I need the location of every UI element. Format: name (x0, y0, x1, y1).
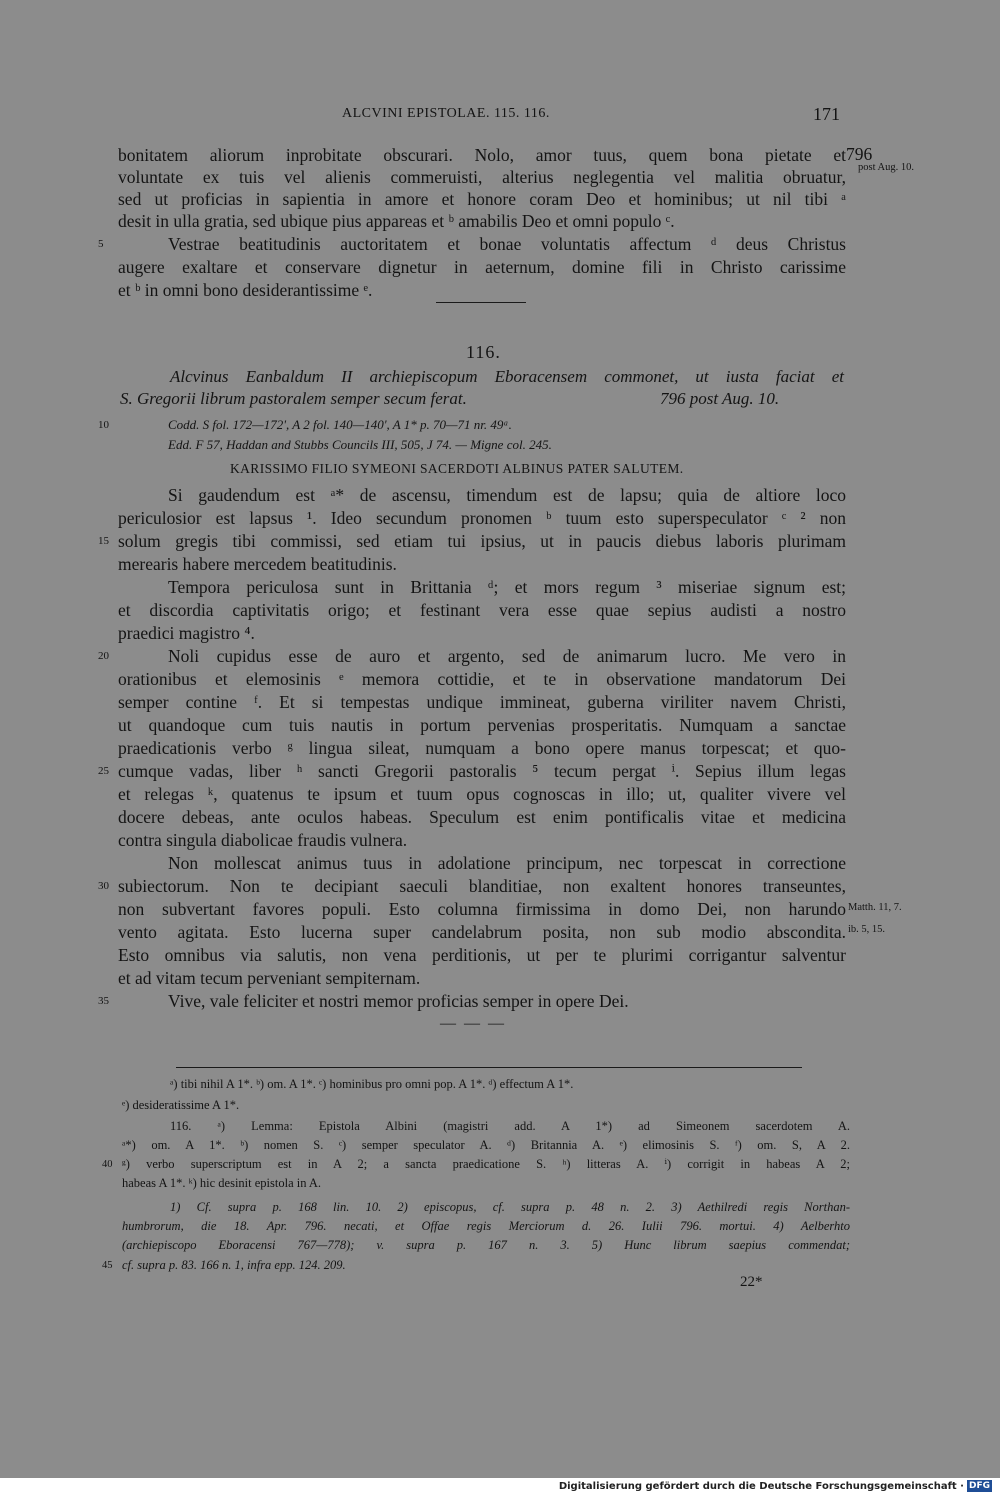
footnote-line: 116. ᵃ) Lemma: Epistola Albini (magistri add. A 1*) ad Simeonem sacerdotem A. (170, 1119, 850, 1133)
codices-list: Codd. S fol. 172—172', A 2 fol. 140—140', A 1* p. 70—71 nr. 49ᵃ. (168, 417, 512, 432)
text-line: 30 subiectorum. Non te decipiant saeculi blanditiae, non exaltent honores transeuntes, (98, 876, 846, 896)
text-line: bonitatem aliorum inprobitate obscurari. Nolo, amor tuus, quem bona pietate et (118, 145, 846, 165)
note-line: 1) Cf. supra p. 168 lin. 10. 2) episcopus, cf. supra p. 48 n. 2. 3) Aethilredi regis Northan- (170, 1200, 850, 1214)
margin-date: post Aug. 10. (858, 162, 915, 173)
text-line: 20 Noli cupidus esse de auro et argento, sed de animarum lucro. Me vero in (98, 646, 846, 666)
text-line: 5 Vestrae beatitudinis auctoritatem et bonae voluntatis affectum ᵈ deus Christus (98, 234, 846, 254)
text-line: Esto omnibus via salutis, non vena perditionis, ut per te plurimi corrigantur salventur (118, 945, 846, 965)
footnote-line: habeas A 1*. ᵏ) hic desinit epistola in A. (122, 1176, 322, 1190)
footnote-rule (176, 1067, 802, 1068)
text-line: contra singula diabolicae fraudis vulnera. (118, 830, 408, 850)
text-line: augere exaltare et conservare dignetur in aeternum, domine fili in Christo carissime (118, 257, 846, 277)
letter-date: 796 post Aug. 10. (660, 389, 780, 408)
footnote-line: ᵍ) verbo superscriptum est in A 2; a sancta praedicatione S. ʰ) litteras A. ⁱ) corrigit in habeas A 2; (122, 1157, 850, 1171)
text-line: merearis habere mercedem beatitudinis. (118, 554, 397, 574)
note-line: (archiepiscopo Eboracensi 767—778); v. supra p. 167 n. 3. 5) Hunc librum saepius commendat; (122, 1238, 850, 1252)
text-line: 25 cumque vadas, liber ʰ sancti Gregorii pastoralis ⁵ tecum pergat ⁱ. Sepius illum legas (98, 761, 846, 781)
editions-list: Edd. F 57, Haddan and Stubbs Councils III, 505, J 74. — Migne col. 245. (168, 437, 552, 452)
text-line: vento agitata. Esto lucerna super candelabrum posita, non sub modio abscondita. (118, 922, 846, 942)
text-line: ut quandoque cum tuis nautis in portum pervenias prosperitatis. Numquam a sanctae (118, 715, 846, 735)
letter-number: 116. (466, 342, 501, 362)
letter-summary-cont: S. Gregorii librum pastoralem semper secum ferat. (120, 389, 467, 408)
dfg-logo: DFG (968, 1481, 990, 1491)
footnote-line: ᵃ) tibi nihil A 1*. ᵇ) om. A 1*. ᶜ) hominibus pro omni pop. A 1*. ᵈ) effectum A 1*. (170, 1077, 574, 1091)
margin-ref-matthew: Matth. 11, 7. (848, 902, 902, 913)
line-number: 45 (102, 1260, 113, 1271)
note-line: humbrorum, die 18. Apr. 796. necati, et Offae regis Merciorum d. 26. Iulii 796. mortui. 4) Aelberhto (122, 1219, 850, 1233)
text-line: sed ut proficias in sapientia in amore et honore coram Deo et hominibus; ut nil tibi ᵃ (118, 189, 846, 209)
line-number: 40 (102, 1159, 113, 1170)
text-line: 15 solum gregis tibi commissi, sed etiam tui ipsius, ut in paucis diebus laboris plurimam (98, 531, 846, 551)
text-line: docere debeas, ante oculos habeas. Speculum est enim pontificalis vitae et medicina (118, 807, 846, 827)
text-line: 10 (98, 419, 109, 431)
text-line: et relegas ᵏ, quatenus te ipsum et tuum opus cognoscas in illo; ut, qualiter vivere vel (118, 784, 846, 804)
text-line: non subvertant favores populi. Esto columna firmissima in domo Dei, non harundo (118, 899, 846, 919)
page-number: 171 (813, 104, 840, 124)
end-marks: — — — (440, 1015, 506, 1032)
footnote-line: ᵉ) desideratissime A 1*. (122, 1098, 240, 1112)
text-line: voluntate ex tuis vel alienis commeruisti, alterius neglegentia vel malitia obruatur, (118, 167, 846, 187)
running-title: ALCVINI EPISTOLAE. 115. 116. (342, 106, 550, 121)
text-line: desit in ulla gratia, sed ubique pius appareas et ᵇ amabilis Deo et omni populo ᶜ. (118, 211, 675, 231)
text-line: praedici magistro ⁴. (118, 623, 255, 643)
footnote-line: ᵃ*) om. A 1*. ᵇ) nomen S. ᶜ) semper speculator A. ᵈ) Britannia A. ᵉ) elimosinis S. ᶠ) om. S, A 2. (122, 1138, 850, 1152)
text-line: semper contine ᶠ. Et si tempestas undique immineat, guberna viriliter navem Christi, (118, 692, 846, 712)
margin-year: 796 (846, 144, 873, 164)
margin-ref-ib: ib. 5, 15. (848, 924, 886, 935)
text-line: 35 Vive, vale feliciter et nostri memor proficias semper in opere Dei. (98, 991, 629, 1011)
signature-mark: 22* (740, 1274, 763, 1290)
text-line: et ad vitam tecum perveniant sempiternam. (118, 968, 421, 988)
letter-end-rule (436, 302, 526, 303)
letter-summary: Alcvinus Eanbaldum II archiepiscopum Eboracensem commonet, ut iusta faciat et (170, 367, 844, 386)
text-line: et ᵇ in omni bono desiderantissime ᵉ. (118, 280, 373, 300)
text-line: orationibus et elemosinis ᵉ memora cottidie, et te in observatione mandatorum Dei (118, 669, 846, 689)
text-line: periculosior est lapsus ¹. Ideo secundum pronomen ᵇ tuum esto superspeculator ᶜ ² non (118, 508, 846, 528)
digitization-credit-text: Digitalisierung gefördert durch die Deutsche Forschungsgemeinschaft · (558, 1481, 964, 1492)
text-line: Si gaudendum est ᵃ* de ascensu, timendum est de lapsu; quia de altiore loco (168, 485, 846, 505)
salutation: KARISSIMO FILIO SYMEONI SACERDOTI ALBINUS PATER SALUTEM. (230, 461, 684, 476)
note-line: cf. supra p. 83. 166 n. 1, infra epp. 124. 209. (122, 1258, 346, 1272)
text-line: praedicationis verbo ᵍ lingua sileat, numquam a bono opere manus torpescat; et quo- (118, 738, 846, 758)
text-line: Non mollescat animus tuus in adolatione principum, nec torpescat in correctione (168, 853, 846, 873)
text-line: et discordia captivitatis origo; et festinant vera esse quae sepius audisti a nostro (118, 600, 846, 620)
text-line: Tempora periculosa sunt in Brittania ᵈ; et mors regum ³ miseriae signum est; (168, 577, 846, 597)
digitization-credit (559, 1480, 992, 1493)
